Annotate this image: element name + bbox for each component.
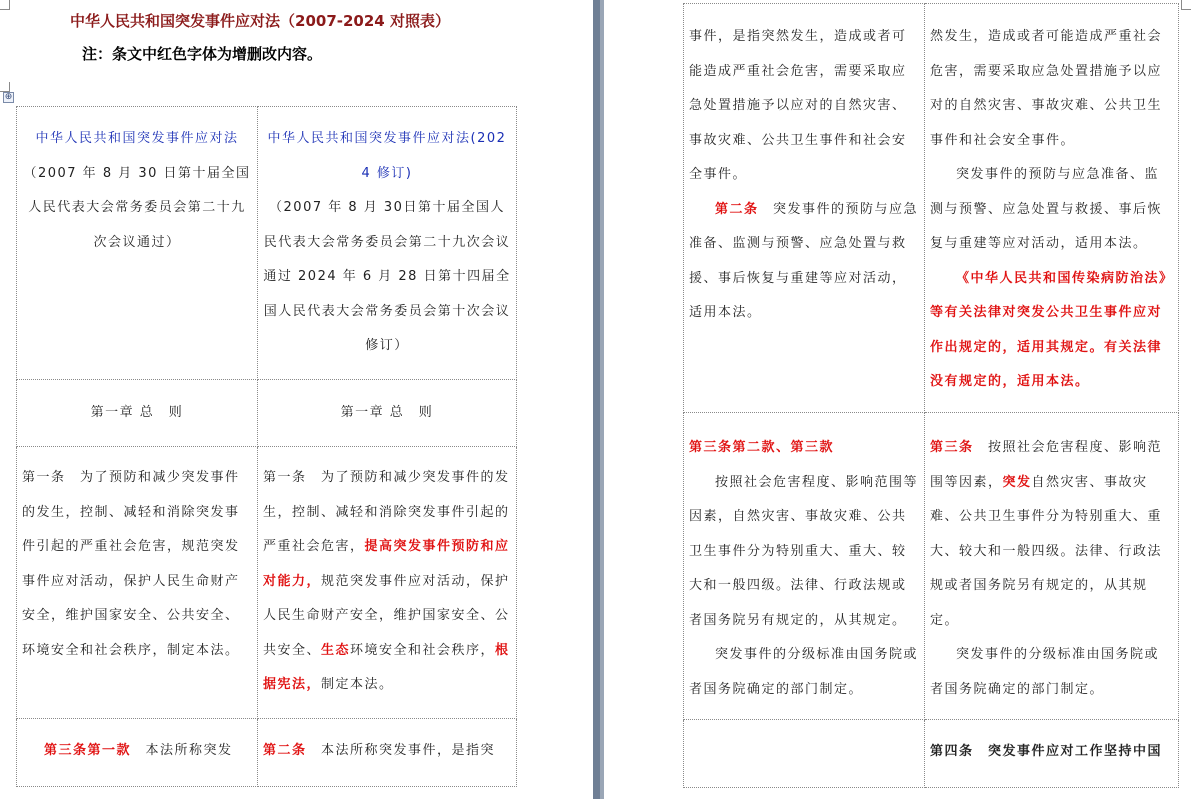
- article-text: 突发事件的分级标准由国务院或者国务院确定的部门制定。: [689, 647, 919, 697]
- article-text: 按照社会危害程度、影响范围等因素，自然灾害、事故灾难、公共卫生事件分为特别重大、重大、较大和一般四级。法律、行政法规或者国务院另有规定的，从其规定。: [689, 474, 919, 628]
- table-row: [684, 4, 1179, 413]
- new-law-title: 中华人民共和国突发事件应对法(2024 修订): [267, 131, 507, 181]
- article-text: 本法所称突发事件，是指突: [321, 743, 496, 758]
- new-chapter-heading: 第一章 总 则: [258, 380, 517, 447]
- table-row: [684, 720, 1179, 788]
- article-label: 第三条: [930, 440, 974, 455]
- new-article-cell: [258, 719, 517, 787]
- comparison-table-continued: [683, 3, 1179, 788]
- new-article-1: [258, 447, 517, 719]
- article-text: 制定本法。: [321, 677, 394, 692]
- document-title: 中华人民共和国突发事件应对法（2007-2024 对照表）: [70, 12, 450, 30]
- table-move-handle-icon[interactable]: ⊕: [4, 92, 13, 102]
- added-text: 生态: [321, 642, 351, 658]
- old-law-adoption: （2007 年 8 月 30 日第十届全国人民代表大会常务委员会第二十九次会议通过）: [23, 165, 251, 250]
- table-row: [17, 719, 517, 787]
- new-law-adoption: （2007 年 8 月 30日第十届全国人民代表大会常务委员会第二十九次会议通过 2024 年 6 月 28 日第十四届全国人民代表大会常务委员会第十次会议修订）: [263, 200, 511, 353]
- article-label: 第三条第一款: [44, 743, 132, 758]
- article-text: 自然灾害、事故灾难、公共卫生事件分为特别重大、重大、较大和一般四级。法律、行政法规或者国务院另有规定的，从其规定。: [930, 474, 1163, 628]
- table-row: [17, 380, 517, 447]
- new-article-cell: [925, 4, 1179, 413]
- document-note: 注：条文中红色字体为增删改内容。: [82, 45, 323, 63]
- article-text: 突发事件的预防与应急准备、监测与预警、应急处置与救援、事后恢复与重建等应对活动，适用本法。: [930, 167, 1163, 251]
- old-law-header-cell: [17, 107, 258, 380]
- old-article-cell: [684, 720, 925, 788]
- added-text: 提高突发事件预防和应对能力，: [263, 539, 510, 589]
- document-page-left: [0, 0, 593, 799]
- added-paragraph: 《中华人民共和国传染病防治法》等有关法律对突发公共卫生事件应对作出规定的，适用其规定。有关法律没有规定的，适用本法。: [930, 270, 1168, 389]
- article-text: 按照社会危害程度、影响范围等因素，: [930, 440, 1163, 490]
- comparison-table: [16, 106, 517, 787]
- article-label: 第二条: [715, 201, 759, 217]
- old-article-3-cell: [684, 413, 925, 720]
- page-corner-mark: [0, 82, 10, 92]
- article-text: 突发事件的预防与应急准备、监测与预警、应急处置与救援、事后恢复与重建等应对活动，适用本法。: [689, 201, 919, 320]
- article-text: 规范突发事件应对活动，保护人民生命财产安全，维护国家安全、公共安全、: [263, 573, 510, 658]
- new-article-4: 第四条 突发事件应对工作坚持中国: [925, 720, 1179, 788]
- old-article-2: [689, 193, 919, 331]
- article-label: 第三条第二款、第三款: [689, 440, 835, 455]
- old-article-cell: [684, 4, 925, 413]
- article-text: 然发生，造成或者可能造成严重社会危害，需要采取应急处置措施予以应对的自然灾害、事故灾难、公共卫生事件和社会安全事件。: [930, 29, 1163, 148]
- page-corner-mark: [0, 0, 10, 10]
- article-text: 第一条 为了预防和减少突发事件的发生，控制、减轻和消除突发事件引起的严重社会危害，: [263, 470, 510, 554]
- table-row: [684, 413, 1179, 720]
- new-law-header-cell: [258, 107, 517, 380]
- table-row: [17, 107, 517, 380]
- table-row: [17, 447, 517, 719]
- old-chapter-heading: 第一章 总 则: [17, 380, 258, 447]
- page-corner-mark: [1181, 0, 1191, 10]
- article-text: 本法所称突发: [145, 743, 233, 758]
- old-law-title: 中华人民共和国突发事件应对法: [35, 131, 239, 146]
- article-text: 突发事件的分级标准由国务院或者国务院确定的部门制定。: [930, 647, 1160, 697]
- old-article-cell: [17, 719, 258, 787]
- document-page-right: [604, 0, 1200, 799]
- old-article-1: 第一条 为了预防和减少突发事件的发生，控制、减轻和消除突发事件引起的严重社会危害，规范突发事件应对活动，保护人民生命财产安全，维护国家安全、公共安全、环境安全和社会秩序，制定本法。: [17, 447, 258, 719]
- new-article-3-p1: [930, 431, 1173, 638]
- article-text: 环境安全和社会秩序，: [350, 642, 496, 658]
- added-text: 根据宪法，: [263, 642, 510, 692]
- article-label: 第二条: [263, 743, 307, 758]
- article-text: 事件，是指突然发生，造成或者可能造成严重社会危害，需要采取应急处置措施予以应对的自然灾害、事故灾难、公共卫生事件和社会安全事件。: [689, 29, 907, 182]
- new-article-3-cell: [925, 413, 1179, 720]
- added-text: 突发: [1002, 474, 1032, 490]
